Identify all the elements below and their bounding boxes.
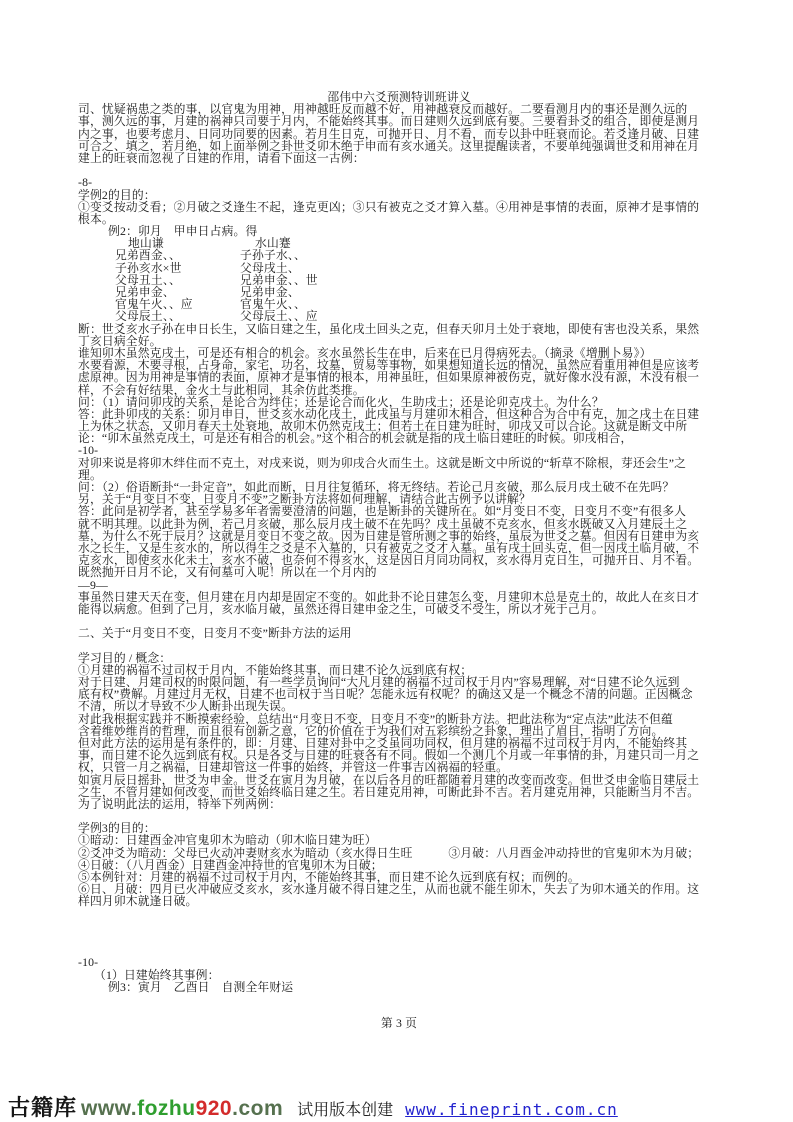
text-line: 理。 bbox=[78, 467, 102, 482]
text-line: 不清，所以才导致不少人断卦出现失误。 bbox=[78, 699, 294, 714]
section-marker: -10- bbox=[78, 443, 99, 458]
text-line: 底有权”费解。月建过月无权，日建不也司权于当日呢？怎能永远有权呢？的确这又是一个概念不清的问题。正因概念 bbox=[78, 687, 693, 702]
hexagram-row bbox=[78, 262, 720, 274]
page-title: 邵伟中六爻预测特训班讲义 bbox=[327, 90, 471, 104]
section-marker: —9— bbox=[78, 577, 108, 592]
text-line: 建上的旺衰而忽视了日建的作用，请看下面这一古例： bbox=[78, 150, 365, 165]
text-line: 墓，为什么不死于辰月？这就是月变日不变之故。因为日建是管所测之事的始终，虽辰为世爻之墓。但因有日建申为亥 bbox=[78, 528, 700, 543]
hexagram-left-cell: 父母辰土、、 bbox=[115, 309, 181, 324]
fineprint-link[interactable]: www.fineprint.com.cn bbox=[405, 1100, 618, 1119]
trial-version-text: 试用版本创建 bbox=[297, 1102, 394, 1119]
text-line: 问：（1）请问卯戌的关系，是论合为绊住；还是论合而化火，生助戌土；还是论卯克戌土。为什么？ bbox=[78, 394, 604, 409]
text-line: ⑤本例针对：月建的祸福不过司权于月内，不能始终其事，而日建不论久远到底有权；而例的。 bbox=[78, 870, 580, 884]
text-line: 对于日建、月建司权的时限问题，有一些学员询问“大凡月建的祸福不过司权于月内”容易理解，对“日建不论久远到 bbox=[78, 675, 680, 689]
text-line: 事，测久远的事，月建的祸神只司要于月内，不能始终其事。而日建则久远到底有要。三要看卦爻的组合，即使是测月 bbox=[78, 114, 700, 129]
guji-brand-text: 古籍库 bbox=[8, 1095, 78, 1120]
fozhu-url-link[interactable] bbox=[81, 1097, 283, 1121]
hexagram-right-cell: 兄弟申金、 bbox=[240, 285, 300, 299]
text-line: 能得以病愈。但到了己月，亥水临月破，虽然还得日建申金之生，可破爻不受生，所以才死于己月。 bbox=[78, 601, 604, 616]
blank-line bbox=[78, 993, 720, 1005]
text-line: 含着维妙维肖的哲理，而且很有创新之意，它的价值在于为我们对五彩缤纷之卦象，理出了眉目，指明了方向。 bbox=[78, 723, 664, 738]
text-line: 就不明其理。以此卦为例，若己月亥破，那么辰月戌土破不在先吗？戌土虽破不克亥水，但亥水既破又入月建辰土之 bbox=[78, 516, 688, 531]
section-heading: 二、关于“月变日不变，日变月不变”断卦方法的运用 bbox=[78, 626, 352, 641]
blank-line bbox=[78, 920, 720, 932]
hexagram-right-cell: 官鬼午火、、 bbox=[240, 297, 306, 312]
hexagram-left-title: 地山谦 bbox=[128, 236, 164, 251]
hexagram-row bbox=[78, 310, 720, 322]
text-line: 答：此卦卯戌的关系：卯月申日，世爻亥水动化戌土，此戌虽与月建卯木相合，但这种合为合中有克，加之戌土在日建 bbox=[78, 406, 700, 421]
url-www-part: www. bbox=[81, 1097, 138, 1120]
text-line: ④日破：（八月酉金）日建酉金冲持世的官鬼卯木为日破； bbox=[78, 857, 383, 872]
blank-line bbox=[78, 639, 720, 651]
blank-line bbox=[78, 908, 720, 920]
text-line: 上为休之状态，又卯月春天土处衰地，故卯木仍然克戌土；但若土在日建为旺时，卯戌又可以合论。这就是断文中所 bbox=[78, 419, 688, 434]
hexagram-left-cell: 父母丑土、、 bbox=[115, 272, 181, 287]
url-920-part: 920 bbox=[195, 1097, 233, 1120]
url-fozhu-part: fozhu bbox=[137, 1097, 196, 1120]
hexagram-row bbox=[78, 249, 720, 261]
hexagram-right-title: 水山蹇 bbox=[255, 236, 291, 251]
text-line: 克亥水，即使亥水化未土，亥水不破，也奈何不得亥水，这是因日月同功同权，亥水得月克日生，可抛开日、月不看。 bbox=[78, 553, 700, 568]
text-line: 学例3的目的： bbox=[78, 821, 156, 836]
hexagram-left-cell: 子孙亥水×世 bbox=[115, 260, 182, 275]
text-line: 内之事，也要考虑月、日同功同要的因素。若月生日克，可抛开日、月不看，而专以卦中旺衰而论。若爻逢月破、日建 bbox=[78, 126, 700, 141]
text-line: 但对此方法的运用是有条件的，即：月建、日建对卦中之爻虽同功同权，但月建的祸福不过司权于月内，不能始终其 bbox=[78, 735, 688, 750]
text-line: 水要看源，木要寻根，占身命，家宅，功名，坟墓，贸易等事物，如果想知道长远的情况，虽然应看重用神但是应该考 bbox=[78, 358, 700, 373]
text-line: 学习目的 / 概念： bbox=[78, 650, 172, 665]
text-line: 权，只管一月之祸福，日建却管这一件事的始终，并管这一件事吉凶祸福的轻重。 bbox=[78, 760, 509, 775]
text-line: 对卯来说是将卯木绊住而不克土，对戌来说，则为卯戌合火而生土。这就是断文中所说的“斩草不除根，芽还会生”之 bbox=[78, 455, 687, 470]
document-content bbox=[78, 91, 720, 1029]
text-line: 答：此问是初学者，甚至学易多年者需要澄清的问题，也是断卦的关键所在。如“月变日不变，日变月不变”有很多人 bbox=[78, 504, 687, 519]
text-line: 之生，不管月建如何改变，而世爻始终临日建之生。若日建克用神，可断此卦不吉。若月建克用神，只能断当月不吉。 bbox=[78, 784, 700, 799]
section-marker: -10- bbox=[78, 955, 99, 970]
text-line: 问：（2）俗语断卦“一卦定音”，如此而断，日月往复循环，将无终结。若论己月亥破，那么辰月戌土破不在先吗？ bbox=[78, 480, 675, 494]
text-line: 样，不会有好结果，金火土与此相同，其余仿此类推。 bbox=[78, 382, 365, 397]
hexagram-right-cell: 父母戌土、 bbox=[240, 260, 300, 275]
hexagram-left-cell: 兄弟酉金、、 bbox=[115, 248, 181, 263]
blank-line bbox=[78, 164, 720, 176]
blank-line bbox=[78, 810, 720, 822]
text-line: 论：“卯木虽然克戌土，可是还有相合的机会。”这个相合的机会就是指的戌土临日建旺的时候。卯戌相合， bbox=[78, 431, 633, 446]
text-line: ①暗动：日建酉金冲官鬼卯木为暗动（卯木临日建为旺） bbox=[78, 833, 377, 848]
text-line: 水之长生，又是生亥水的，所以得生之爻是不入墓的，只有被克之爻才入墓。虽有戌土回头克，但一因戌土临月破，不 bbox=[78, 540, 700, 555]
text-line: 对此我根据实践并不断摸索经验，总结出“月变日不变，日变月不变”的断卦方法。把此法称为“定点法”此法不但蕴 bbox=[78, 711, 673, 726]
text-line: 断：世爻亥水子孙在申日长生，又临日建之生，虽化戌土回头之克，但春天卯月土处于衰地，即使有害也没关系，果然 bbox=[78, 321, 700, 336]
watermark-bar bbox=[8, 1091, 618, 1119]
blank-line bbox=[78, 944, 720, 956]
text-line: 既然抛开日月不论，又有何墓可入呢！所以在一个月内的 bbox=[78, 565, 377, 580]
text-line: ①月建的祸福不过司权于月内，不能始终其事，而日建不论久远到底有权； bbox=[78, 662, 473, 677]
text-line: 根本。 bbox=[78, 211, 114, 226]
text-line: 样四月卯木就逢日破。 bbox=[78, 894, 198, 909]
text-line: 学例2的目的： bbox=[78, 187, 156, 202]
hexagram-right-cell: 父母辰土、、应 bbox=[240, 309, 318, 324]
hexagram-right-cell: 子孙子水、、 bbox=[240, 248, 306, 263]
text-line: 另，关于“月变日不变，日变月不变”之断卦方法将如何理解，请结合此古例予以讲解？ bbox=[78, 492, 531, 507]
text-line: 如寅月辰日摇卦，世爻为申金。世爻在寅月为月破，在以后各月的旺都随着月建的改变而改变。但世爻申金临日建辰土 bbox=[78, 772, 700, 787]
text-line: 例3：寅月 乙酉日 自测全年财运 bbox=[108, 979, 294, 994]
text-line: 事，而日建不论久远到底有权。只是各爻与日建的旺衰各有不同。假如一个测几个月或一年事情的卦，月建只司一月之 bbox=[78, 748, 700, 763]
text-line: 丁亥日病全好。 bbox=[78, 333, 162, 348]
text-line: ⑥日、月破：四月已火冲破应爻亥水，亥水逢月破不得日建之生，从而也就不能生卯木，失去了为卯木通关的作用。这 bbox=[78, 882, 700, 897]
text-line: 可合之、填之，若月绝，如上面举例之卦世爻卯木绝于申而有亥水通关。这里提醒读者，不要单纯强调世爻和用神在月 bbox=[78, 138, 700, 153]
text-line: 虑原神。因为用神是事情的表面，原神才是事情的根本，用神虽旺，但如果原神被伤克，就好像水没有源，木没有根一 bbox=[78, 370, 700, 385]
text-line: ②爻冲爻为暗动：父母已火动冲妻财亥水为暗动（亥水得日生旺 ③月破：八月酉金冲动持世的官鬼卯木为月破； bbox=[78, 845, 700, 860]
text-line: 谁知卯木虽然克戌土，可是还有相合的机会。亥水虽然长生在申，后来在已月得病死去。（摘录《增删卜易》） bbox=[78, 345, 652, 360]
hexagram-left-cell: 官鬼午火、、应 bbox=[115, 297, 193, 312]
text-line: （1）日建始终其事例： bbox=[94, 967, 220, 982]
page-number: 第 3 页 bbox=[380, 1016, 418, 1031]
text-line: 司、忧疑祸患之类的事，以官鬼为用神，用神越旺反而越不好，用神越衰反而越好。二要看测月内的事还是测久远的 bbox=[78, 102, 688, 117]
text-line: 为了说明此法的运用，特举下列两例： bbox=[78, 796, 282, 811]
section-marker: -8- bbox=[78, 175, 93, 190]
text-line: 事虽然日建天天在变，但月建在月内却是固定不变的。如此卦不论日建怎么变，月建卯木总是克土的，故此人在亥日才 bbox=[78, 589, 700, 604]
hexagram-right-cell: 兄弟申金、、世 bbox=[240, 272, 318, 287]
url-com-part: .com bbox=[232, 1097, 284, 1120]
blank-line bbox=[78, 932, 720, 944]
hexagram-caption: 例2：卯月 甲申日占病。得 bbox=[108, 224, 258, 239]
text-line: ①变爻按动爻看；②月破之爻逢生不起，逢克更凶；③只有被克之爻才算入墓。④用神是事情的表面，原神才是事情的 bbox=[78, 199, 700, 214]
hexagram-left-cell: 兄弟申金、 bbox=[115, 285, 175, 299]
